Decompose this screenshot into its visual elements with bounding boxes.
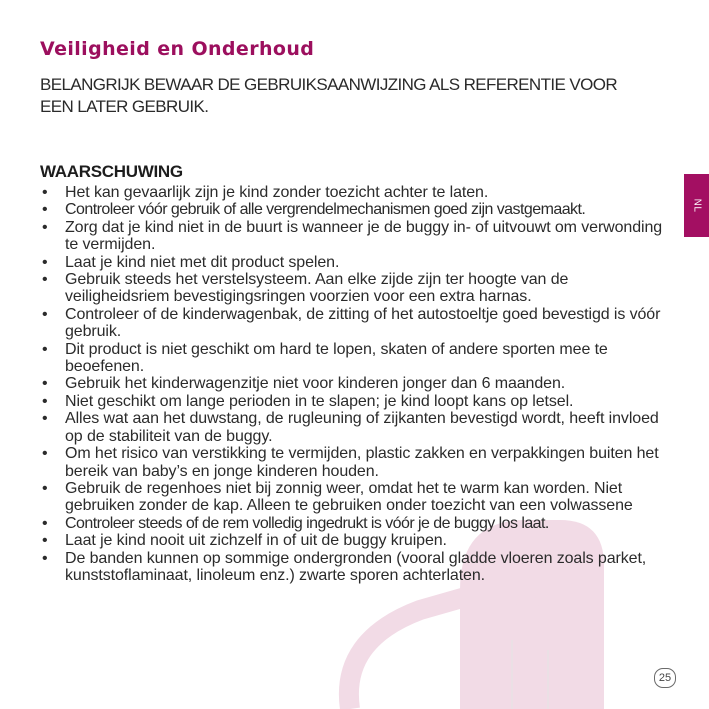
warning-item: • Niet geschikt om lange perioden in te slapen; je kind loopt kans op letsel.: [40, 393, 670, 410]
warning-item: • Controleer steeds of de rem volledig ingedrukt is vóór je de buggy los laat.: [40, 515, 670, 532]
warning-item: • Gebruik de regenhoes niet bij zonnig weer, omdat het te warm kan worden. Niet gebruiken zonder de kap. Alleen te gebruiken onder toezicht van een volwassene: [40, 480, 670, 515]
warning-item: • Gebruik steeds het verstelsysteem. Aan elke zijde zijn ter hoogte van de veiligheidsriem bevestigingsringen voorzien voor een extra harnas.: [40, 271, 670, 306]
page-number: 25: [654, 668, 676, 688]
important-notice: BELANGRIJK BEWAAR DE GEBRUIKSAANWIJZING ALS REFERENTIE VOOR EEN LATER GEBRUIK.: [40, 75, 618, 116]
language-tab-label: NL: [690, 198, 702, 213]
warning-item: • Laat je kind nooit uit zichzelf in of uit de buggy kruipen.: [40, 532, 670, 549]
warning-item: • Om het risico van verstikking te vermijden, plastic zakken en verpakkingen buiten het bereik van baby’s en jonge kinderen houden.: [40, 445, 670, 480]
warning-item: • Laat je kind niet met dit product spelen.: [40, 254, 670, 271]
warning-item: • Het kan gevaarlijk zijn je kind zonder toezicht achter te laten.: [40, 184, 670, 201]
warning-item: • Dit product is niet geschikt om hard te lopen, skaten of andere sporten mee te beoefenen.: [40, 341, 670, 376]
language-tab: [684, 174, 709, 237]
warning-list: [40, 184, 670, 584]
warning-item: • Alles wat aan het duwstang, de rugleuning of zijkanten bevestigd wordt, heeft invloed op de stabiliteit van de buggy.: [40, 410, 670, 445]
warning-item: • Controleer of de kinderwagenbak, de zitting of het autostoeltje goed bevestigd is vóór gebruik.: [40, 306, 670, 341]
page-title: Veiligheid en Onderhoud: [40, 38, 315, 60]
warning-item: • Gebruik het kinderwagenzitje niet voor kinderen jonger dan 6 maanden.: [40, 375, 670, 392]
warning-heading: WAARSCHUWING: [40, 162, 183, 181]
warning-item: • Zorg dat je kind niet in de buurt is wanneer je de buggy in- of uitvouwt om verwonding te vermijden.: [40, 219, 670, 254]
warning-item: • Controleer vóór gebruik of alle vergrendelmechanismen goed zijn vastgemaakt.: [40, 201, 670, 218]
warning-item: • De banden kunnen op sommige ondergronden (vooral gladde vloeren zoals parket, kunststoflaminaat, linoleum enz.) zwarte sporen achterlaten.: [40, 550, 670, 585]
